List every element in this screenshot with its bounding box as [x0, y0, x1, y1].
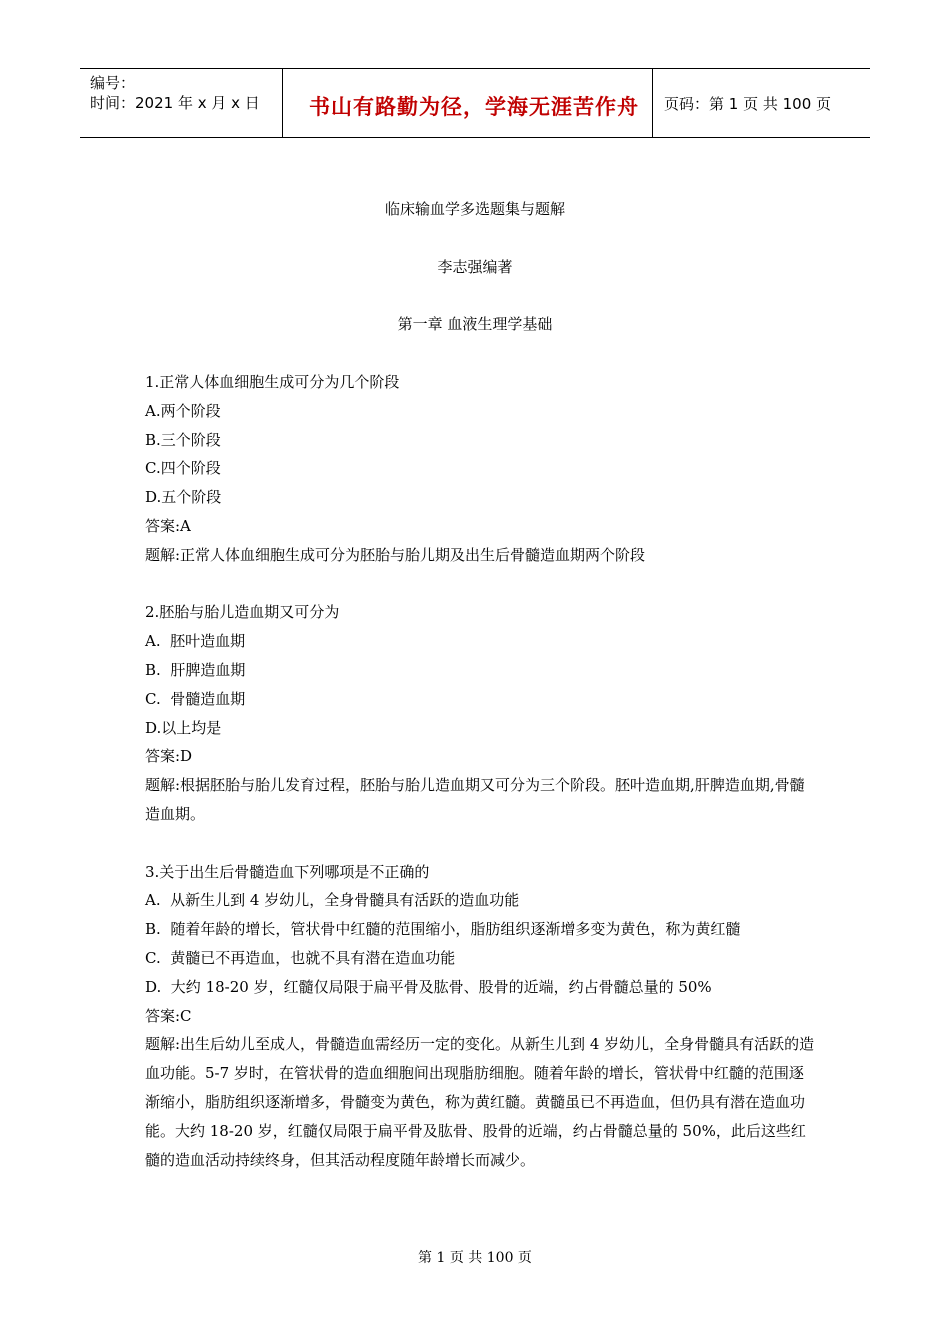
- number-label: 编号：: [90, 74, 136, 92]
- question-explanation: 题解:正常人体血细胞生成可分为胚胎与胎儿期及出生后骨髓造血期两个阶段: [145, 545, 646, 564]
- question-stem: 2.胚胎与胎儿造血期又可分为: [145, 603, 340, 622]
- date-label: 时间：2021 年 x 月 x 日: [90, 94, 260, 112]
- question-option: A.两个阶段: [145, 401, 221, 420]
- question-answer: 答案:A: [145, 516, 191, 535]
- question-option: C. 骨髓造血期: [145, 689, 246, 708]
- question-option: D.以上均是: [145, 718, 222, 737]
- question-stem: 1.正常人体血细胞生成可分为几个阶段: [145, 373, 400, 391]
- question-option: D.五个阶段: [145, 488, 222, 507]
- question-block: [145, 598, 815, 828]
- chapter-title: 第一章 血液生理学基础: [397, 315, 553, 333]
- question-option: C. 黄髓已不再造血，也就不具有潜在造血功能: [145, 948, 456, 967]
- question-explanation: 题解:根据胚胎与胎儿发育过程，胚胎与胎儿造血期又可分为三个阶段。胚叶造血期,肝脾造血期,骨髓造血期。: [145, 776, 805, 823]
- question-option: D. 大约 18-20 岁，红髓仅局限于扁平骨及肱骨、股骨的近端，约占骨髓总量的 50%: [145, 977, 712, 996]
- question-option: C.四个阶段: [145, 459, 221, 478]
- header-meta: [90, 73, 260, 113]
- question-option: B. 随着年龄的增长，管状骨中红髓的范围缩小，脂肪组织逐渐增多变为黄色，称为黄红髓: [145, 920, 741, 939]
- question-list: [145, 368, 815, 1203]
- question-block: [145, 858, 815, 1175]
- question-option: B.三个阶段: [145, 430, 221, 449]
- question-answer: 答案:C: [145, 1006, 192, 1025]
- page-header: [80, 68, 870, 138]
- doc-author: 李志强编著: [437, 258, 513, 276]
- doc-title: 临床输血学多选题集与题解: [384, 200, 565, 218]
- header-divider: [652, 69, 653, 137]
- header-motto: 书山有路勤为径，学海无涯苦作舟: [309, 95, 639, 119]
- question-answer: 答案:D: [145, 747, 193, 766]
- question-stem: 3.关于出生后骨髓造血下列哪项是不正确的: [145, 862, 430, 881]
- question-block: [145, 368, 815, 570]
- page-footer: 第 1 页 共 100 页: [418, 1250, 532, 1266]
- question-option: B. 肝脾造血期: [145, 660, 246, 679]
- question-option: A. 从新生儿到 4 岁幼儿，全身骨髓具有活跃的造血功能: [145, 891, 520, 910]
- question-option: A. 胚叶造血期: [145, 632, 246, 651]
- question-explanation: 题解:出生后幼儿至成人，骨髓造血需经历一定的变化。从新生儿到 4 岁幼儿，全身骨髓具有活跃的造血功能。5-7 岁时，在管状骨的造血细胞间出现脂肪细胞。随着年龄的增长，管状骨中红髓的范围逐渐缩小，脂肪组织逐渐增多，骨髓变为黄色，称为黄红髓。黄髓虽已不再造血，但仍具有潜在造血功能。大约 18-20 岁，红髓仅局限于扁平骨及肱骨、股骨的近端，约占骨髓总量的 50%，此后这些红髓的造血活动持续终身，但其活动程度随年龄增长而减少。: [145, 1035, 815, 1169]
- header-page-label: 页码：第 1 页 共 100 页: [664, 95, 832, 113]
